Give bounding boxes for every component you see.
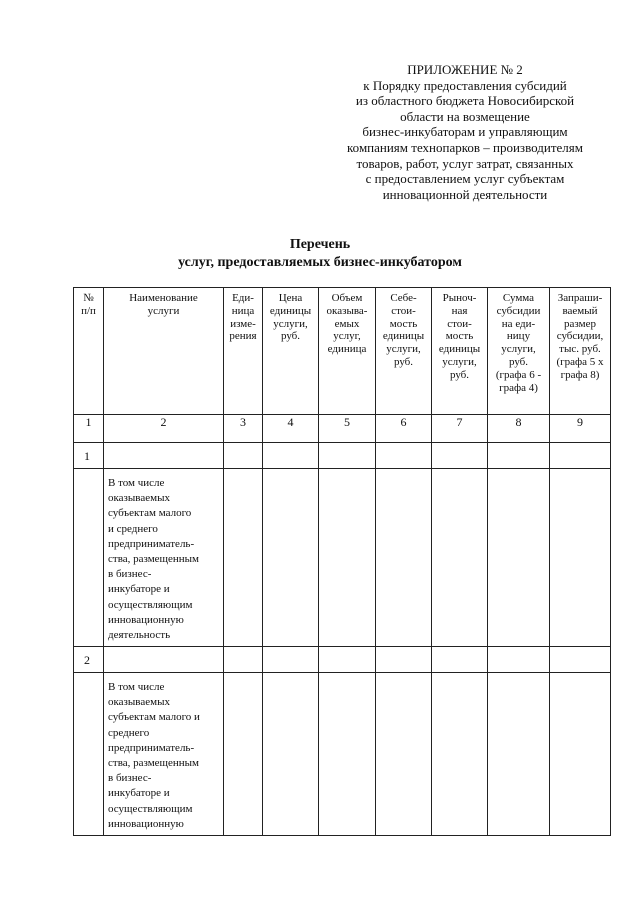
header-line: Объем (331, 292, 363, 304)
header-line: услуги (147, 304, 180, 317)
header-line: п/п (81, 304, 96, 317)
description-line: ства, размещенным (108, 553, 200, 566)
appendix-line: товаров, работ, услуг затрат, связанных (356, 155, 574, 171)
description-line: В том числе (108, 477, 165, 489)
header-cell (432, 288, 488, 415)
header-cell (74, 288, 104, 415)
header-cell (104, 288, 224, 415)
column-number: 5 (319, 415, 376, 443)
header-line: Запраши- (557, 292, 603, 304)
table-cell (376, 673, 432, 836)
header-line: рения (229, 330, 257, 343)
table-cell (224, 673, 263, 836)
appendix-line: компаниям технопарков – производителям (347, 139, 583, 155)
description-line: предприниматель- (108, 537, 195, 550)
column-number-row (74, 415, 611, 443)
column-number: 1 (74, 415, 104, 443)
header-line: ница (231, 304, 255, 317)
description-line: среднего (108, 726, 150, 739)
service-name-cell (104, 443, 224, 469)
header-line: услуги, (501, 343, 536, 356)
column-number: 2 (104, 415, 224, 443)
row-number: 1 (74, 443, 104, 469)
description-line: субъектам малого и (108, 711, 200, 724)
table-cell (488, 673, 550, 836)
table-cell (263, 647, 319, 673)
description-line: инновационную (108, 613, 184, 626)
table-cell (488, 647, 550, 673)
description-line: ства, размещенным (108, 757, 200, 770)
table-cell (263, 469, 319, 647)
table-row (74, 443, 611, 469)
header-line: ваемый (562, 304, 598, 317)
description-line: В том числе (108, 681, 165, 693)
header-line: Рыноч- (442, 292, 477, 304)
header-line: Себе- (390, 292, 417, 304)
table-cell (319, 673, 376, 836)
table-row (74, 673, 611, 836)
header-line: тыс. руб. (559, 343, 601, 356)
table-cell (224, 443, 263, 469)
header-line: руб. (508, 355, 529, 368)
services-table (73, 287, 611, 836)
header-cell (488, 288, 550, 415)
table-cell (432, 469, 488, 647)
service-description (104, 673, 224, 836)
header-line: на еди- (501, 317, 536, 330)
appendix-line: области на возмещение (400, 108, 530, 124)
appendix-line: к Порядку предоставления субсидий (363, 77, 567, 93)
header-line: услуг, (333, 330, 361, 343)
header-line: графа 8) (560, 368, 600, 381)
header-line: графа 4) (499, 381, 538, 394)
header-line: Сумма (502, 292, 535, 304)
table-cell (319, 443, 376, 469)
table-cell (550, 443, 611, 469)
table-cell (376, 469, 432, 647)
column-number: 4 (263, 415, 319, 443)
description-line: в бизнес- (108, 772, 152, 785)
header-line: № (83, 292, 94, 304)
table-cell (488, 469, 550, 647)
description-line: инкубаторе и (108, 583, 170, 596)
header-line: ная (451, 304, 468, 317)
header-line: субсидии, (556, 330, 604, 343)
appendix-block (300, 62, 630, 202)
header-line: мость (389, 317, 418, 330)
column-number: 8 (488, 415, 550, 443)
appendix-line: с предоставлением услуг субъектам (365, 171, 565, 187)
header-row (74, 288, 611, 415)
appendix-line: бизнес-инкубаторам и управляющим (362, 124, 568, 140)
table-cell (376, 647, 432, 673)
header-line: единицы (438, 343, 481, 356)
header-line: услуги, (386, 343, 421, 356)
table-cell (550, 673, 611, 836)
header-line: стои- (391, 304, 416, 317)
table-cell (263, 673, 319, 836)
header-line: руб. (393, 355, 414, 368)
description-line: деятельность (108, 629, 171, 642)
header-line: Наименование (129, 292, 198, 304)
header-line: размер (564, 317, 596, 330)
row-number (74, 469, 104, 647)
header-line: субсидии (496, 304, 541, 317)
header-cell (319, 288, 376, 415)
description-line: осуществляющим (108, 598, 193, 611)
header-line: единица (327, 343, 367, 356)
table-cell (432, 647, 488, 673)
table-row (74, 469, 611, 647)
header-line: емых (334, 317, 360, 330)
header-cell (550, 288, 611, 415)
appendix-line: из областного бюджета Новосибирской (355, 93, 575, 109)
table-cell (319, 469, 376, 647)
header-line: единицы (382, 330, 425, 343)
table-cell (550, 647, 611, 673)
header-line: стои- (447, 317, 472, 330)
description-line: и среднего (108, 522, 158, 535)
table-cell (488, 443, 550, 469)
description-line: оказываемых (108, 492, 170, 505)
table-cell (224, 647, 263, 673)
table-cell (550, 469, 611, 647)
table-cell (319, 647, 376, 673)
header-line: услуги, (273, 317, 308, 330)
row-number: 2 (74, 647, 104, 673)
header-cell (224, 288, 263, 415)
header-line: ницу (506, 330, 531, 343)
header-line: Еди- (232, 292, 254, 304)
column-number: 3 (224, 415, 263, 443)
header-line: (графа 6 - (495, 368, 542, 381)
appendix-heading: ПРИЛОЖЕНИЕ № 2 (407, 62, 523, 77)
description-line: осуществляющим (108, 802, 193, 815)
description-line: инкубаторе и (108, 787, 170, 800)
service-name-cell (104, 647, 224, 673)
table-cell (263, 443, 319, 469)
header-line: мость (445, 330, 474, 343)
header-line: (графа 5 х (556, 355, 604, 368)
description-line: субъектам малого (108, 507, 192, 520)
description-line: инновационную (108, 817, 184, 830)
header-line: единицы (269, 304, 312, 317)
table-cell (432, 673, 488, 836)
header-line: руб. (280, 330, 301, 343)
header-line: оказыва- (326, 304, 368, 317)
appendix-line: инновационной деятельности (382, 186, 548, 202)
header-line: Цена (278, 292, 303, 304)
description-line: оказываемых (108, 696, 170, 709)
header-cell (263, 288, 319, 415)
document-subtitle: услуг, предоставляемых бизнес-инкубатором (178, 255, 462, 270)
header-line: услуги, (442, 355, 477, 368)
header-line: руб. (449, 368, 470, 381)
document-title: Перечень (289, 237, 351, 252)
table-cell (224, 469, 263, 647)
service-description (104, 469, 224, 647)
row-number (74, 673, 104, 836)
column-number: 7 (432, 415, 488, 443)
header-line: изме- (230, 317, 256, 330)
table-cell (432, 443, 488, 469)
table-cell (376, 443, 432, 469)
column-number: 6 (376, 415, 432, 443)
table-row (74, 647, 611, 673)
column-number: 9 (550, 415, 611, 443)
header-cell (376, 288, 432, 415)
description-line: в бизнес- (108, 568, 152, 581)
description-line: предприниматель- (108, 741, 195, 754)
